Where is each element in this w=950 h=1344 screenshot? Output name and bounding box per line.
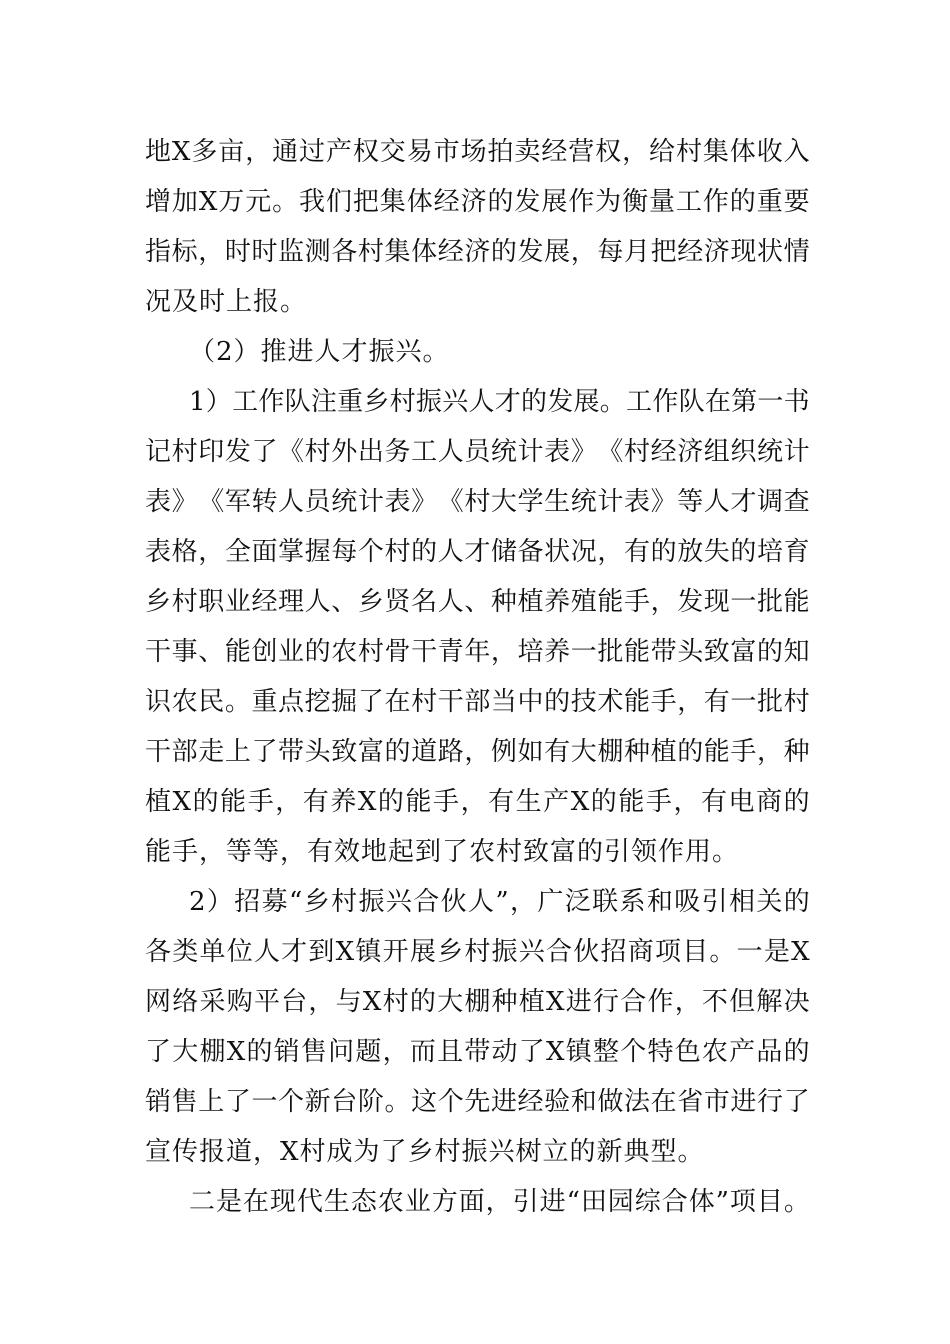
text-line: 各 类 单 位 人 才 到 X 镇 开 展 乡 村 振 兴 合 伙 招 商 项 目 。 一 是 X bbox=[145, 937, 810, 967]
text-line: 了 大 棚 X 的 销 售 问 题 ， 而 且 带 动 了 X 镇 整 个 特 色 农 产 品 的 bbox=[145, 1037, 810, 1067]
text-line: 销 售 上 了 一 个 新 台 阶 。 这 个 先 进 经 验 和 做 法 在 省 市 进 行 了 bbox=[145, 1087, 810, 1117]
text-line: 2 ） 招 募 “ 乡 村 振 兴 合 伙 人 ” ， 广 泛 联 系 和 吸 引 相 关 的 bbox=[189, 887, 810, 917]
text-line: 记 村 印 发 了 《 村 外 出 务 工 人 员 统 计 表 》 《 村 经 济 组 织 统 计 bbox=[145, 437, 810, 467]
text-line: （2）推进人才振兴。 bbox=[189, 337, 450, 367]
text-line: 网 络 采 购 平 台 ， 与 X 村 的 大 棚 种 植 X 进 行 合 作 ， 不 但 解 决 bbox=[145, 987, 810, 1017]
text-line: 宣传报道，X村成为了乡村振兴树立的新典型。 bbox=[145, 1137, 705, 1167]
text-line: 指 标 ， 时 时 监 测 各 村 集 体 经 济 的 发 展 ， 每 月 把 经 济 现 状 情 bbox=[145, 237, 810, 267]
text-line: 表 格 ， 全 面 掌 握 每 个 村 的 人 才 储 备 状 况 ， 有 的 放 失 的 培 育 bbox=[145, 537, 810, 567]
text-line: 乡 村 职 业 经 理 人 、 乡 贤 名 人 、 种 植 养 殖 能 手 ， 发 现 一 批 能 bbox=[145, 587, 810, 617]
text-line: 表 》 《 军 转 人 员 统 计 表 》 《 村 大 学 生 统 计 表 》 等 人 才 调 查 bbox=[145, 487, 810, 517]
text-line: 地 X 多 亩 ， 通 过 产 权 交 易 市 场 拍 卖 经 营 权 ， 给 村 集 体 收 入 bbox=[145, 137, 810, 167]
text-line: 能手，等等，有效地起到了农村致富的引领作用。 bbox=[145, 837, 740, 867]
text-line: 干 部 走 上 了 带 头 致 富 的 道 路 ， 例 如 有 大 棚 种 植 的 能 手 ， 种 bbox=[145, 737, 810, 767]
text-line: 况及时上报。 bbox=[145, 287, 308, 317]
text-line: 识 农 民 。 重 点 挖 掘 了 在 村 干 部 当 中 的 技 术 能 手 ， 有 一 批 村 bbox=[145, 687, 810, 717]
body-text bbox=[145, 127, 810, 1227]
text-line: 植 X 的 能 手 ， 有 养 X 的 能 手 ， 有 生 产 X 的 能 手 ， 有 电 商 的 bbox=[145, 787, 810, 817]
text-line: 增 加 X 万 元 。 我 们 把 集 体 经 济 的 发 展 作 为 衡 量 工 作 的 重 要 bbox=[145, 187, 810, 217]
text-line: 1 ） 工 作 队 注 重 乡 村 振 兴 人 才 的 发 展 。 工 作 队 在 第 一 书 bbox=[189, 387, 810, 417]
text-line: 二 是 在 现 代 生 态 农 业 方 面 ， 引 进 “ 田 园 综 合 体 ” 项 目 。 bbox=[189, 1187, 810, 1217]
text-line: 干 事 、 能 创 业 的 农 村 骨 干 青 年 ， 培 养 一 批 能 带 头 致 富 的 知 bbox=[145, 637, 810, 667]
